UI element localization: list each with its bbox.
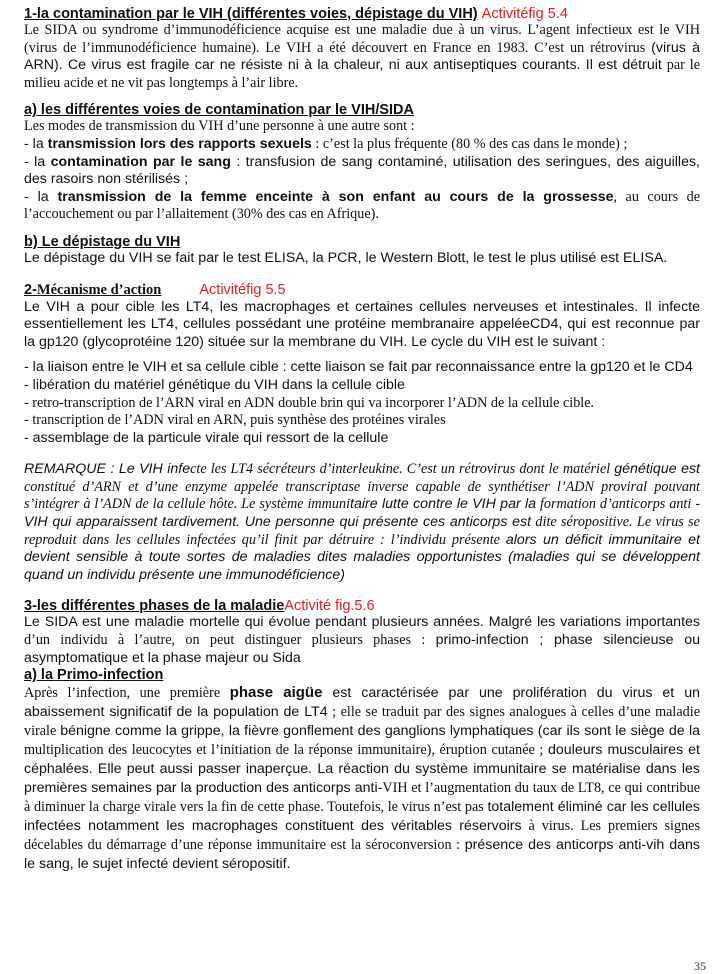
section-3-activity: Activité fig.5.6 [284, 598, 375, 615]
cycle-step: - assemblage de la particule virale qui ressort de la cellule [24, 429, 389, 446]
remark-f: formation d’anticorps anti [536, 496, 696, 513]
s1a-item-3 [24, 189, 700, 224]
s1a-item-3-prefix: - la [24, 188, 58, 205]
cycle-step: - transcription de l’ADN viral en ARN, puis synthèse des protéines virales [24, 412, 446, 429]
remark-g: -VIH qui apparaissent tardivement. Une personne qui présente ces anticorps est [24, 496, 700, 531]
s3-text-c: primo-infection ; phase silencieuse ou asymptomatique et la phase majeur ou Sida [24, 632, 700, 666]
s1a-item-3-text: , au cours de l’accouchement ou par l’allaitement (30% des cas en Afrique). [24, 188, 701, 223]
document-page [24, 6, 700, 874]
remark-d: constitué d’ARN et d’une enzyme appelée transcriptase inverse capable de synthétiser l’ADN proviral pouvant s’intégrer à l’ADN de la cellule hôte. Le système immuni [24, 478, 700, 513]
section-2-title: Mécanisme d’action [36, 281, 162, 298]
s3a-t11: présence des anticorps anti-vih dans le sang, le sujet infecté devient séropositif. [24, 837, 700, 873]
remark-a: REMARQUE : Le VIH infe [24, 461, 191, 478]
section-3-title: 3-les différentes phases de la maladie [24, 598, 285, 615]
s3a-t6: multiplication des leucocytes et l’initiation de la réponse immunitaire), éruption cutanée ; [24, 742, 548, 759]
s1a-item-1-text: : c’est la plus fréquente (80 % des cas dans le monde) ; [311, 135, 628, 152]
section-1-paragraph [24, 22, 700, 92]
s3a-t8: VIH et l’augmentation du taux de LT8, ce qui contribue à diminuer la charge virale vers la fin de cette phase. Toutefois, le virus n’est pas [24, 780, 700, 816]
section-1-activity: Activitéfig 5.4 [481, 6, 568, 22]
s3-paragraph [24, 614, 700, 667]
s3a-t2: phase aigüe [229, 684, 323, 702]
section-1-heading [24, 6, 700, 22]
section-1b-heading: b) Le dépistage du VIH [24, 233, 181, 250]
s1-text-b: (virus à ARN). Ce virus est fragile car ne résiste ni à la chaleur, ni aux antiseptiques courants. Il est détruit [24, 39, 700, 74]
s1b-text: Le dépistage du VIH se fait par le test ELISA, la PCR, le Western Blott, le test le plus utilisé est ELISA. [24, 249, 668, 266]
s1-text-a: Le SIDA ou syndrome d’immunodéficience acquise est une maladie due à un virus. L’agent infectieux est le VIH (virus de l’immunodéficience humaine). Le VIH a été découvert en France en 1983. C’est un rétrovirus [24, 22, 700, 56]
s3a-t7: douleurs musculaires et céphalées. Elle peut aussi passer inaperçue. La réaction du système immunitaire se matérialise dans les premières semaines par la production des anticorps anti- [24, 742, 700, 797]
s2-cycle-list [24, 359, 700, 447]
remark-e: taire lutte contre le VIH par la [350, 496, 537, 513]
cycle-step: - la liaison entre le VIH et sa cellule cible : cette liaison se fait par reconnaissance entre la gp120 et le CD4 [24, 359, 693, 376]
s2-paragraph: Le VIH a pour cible les LT4, les macrophages et certaines cellules nerveuses et intestinales. Il infecte essentiellement les LT4, cellules possédant une protéine membranaire appeléeCD4, qui est reconnue par la gp120 (glycoprotéine 120) située sur la membrane du VIH. Le cycle du VIH est le suivant : [24, 298, 700, 350]
section-3a-heading: a) la Primo-infection [24, 667, 164, 684]
s1a-item-1-prefix: - la [24, 135, 48, 152]
s3a-paragraph [24, 683, 700, 874]
cycle-step: - libération du matériel génétique du VIH dans la cellule cible [24, 376, 405, 393]
s1a-item-2-text: : transfusion de sang contaminé, utilisation des seringues, des aiguilles, des rasoirs non stérilisés ; [24, 153, 700, 188]
s3a-t5: bénigne comme la grippe, la fièvre gonflement des ganglions lymphatiques (car ils sont le siège de la [60, 723, 700, 740]
s3a-t3: est caractérisée par une prolifération du virus et un abaissement significatif de la population de LT4 [24, 685, 700, 721]
page-number: 35 [694, 959, 706, 973]
s2-remark [24, 461, 700, 584]
section-1a-heading: a) les différentes voies de contamination par le VIH/SIDA [24, 102, 414, 119]
s3-text-a: Le SIDA est une maladie mortelle qui évolue pendant plusieurs années. Malgré les variations importantes [24, 614, 700, 631]
section-3-heading [24, 598, 700, 614]
section-2-activity: Activitéfig 5.5 [199, 281, 286, 298]
s3a-t9: totalement éliminé car les cellules infectées notamment les macrophages constituent des véritables réservoirs [24, 799, 700, 835]
s1a-item-1-bold: transmission lors des rapports sexuels [47, 135, 312, 152]
s1a-item-2 [24, 154, 700, 189]
section-2-heading [24, 282, 700, 299]
s3-text-b: d’un individu à l’autre, on peut distinguer plusieurs phases : [24, 632, 436, 649]
s1-text-c: par le milieu acide et ne vit pas longtemps à l’air libre. [24, 57, 700, 91]
section-2-number: 2- [24, 281, 37, 298]
s3a-t4: ; elle se traduit par des signes analogues à celles d’une maladie virale [24, 704, 700, 740]
s1a-intro: Les modes de transmission du VIH d’une personne à une autre sont : [24, 118, 415, 135]
s1a-item-1 [24, 136, 700, 154]
remark-i: alors un déficit immunitaire et devient sensible à toute sortes de maladies dites maladies opportunistes (maladies qui se développent quand un individu présente une immunodéficience) [24, 531, 700, 583]
cycle-step: - retro-transcription de l’ARN viral en ADN double brin qui va incorporer l’ADN de la cellule cible. [24, 394, 595, 411]
remark-h: dite séropositive. Le virus se reproduit dans les cellules infectées qu’il finit par détruire : l’individu présente [24, 514, 700, 548]
remark-b: cte les LT4 sécréteurs d’interleukine. C’est un rétrovirus dont le matériel [190, 461, 615, 478]
s1a-item-3-bold: transmission de la femme enceinte à son enfant au cours de la grossesse [57, 188, 614, 205]
s1a-item-2-prefix: - la [24, 153, 51, 170]
s1a-item-2-bold: contamination par le sang [50, 153, 231, 170]
section-1-title: 1-la contamination par le VIH (différentes voies, dépistage du VIH) [24, 6, 478, 22]
remark-c: génétique est [614, 461, 700, 478]
s3a-t1: Après l’infection, une première [24, 685, 230, 702]
s3a-t10: à virus. Les premiers signes décelables du démarrage d’une réponse immunitaire est la séroconversion : [24, 818, 701, 854]
